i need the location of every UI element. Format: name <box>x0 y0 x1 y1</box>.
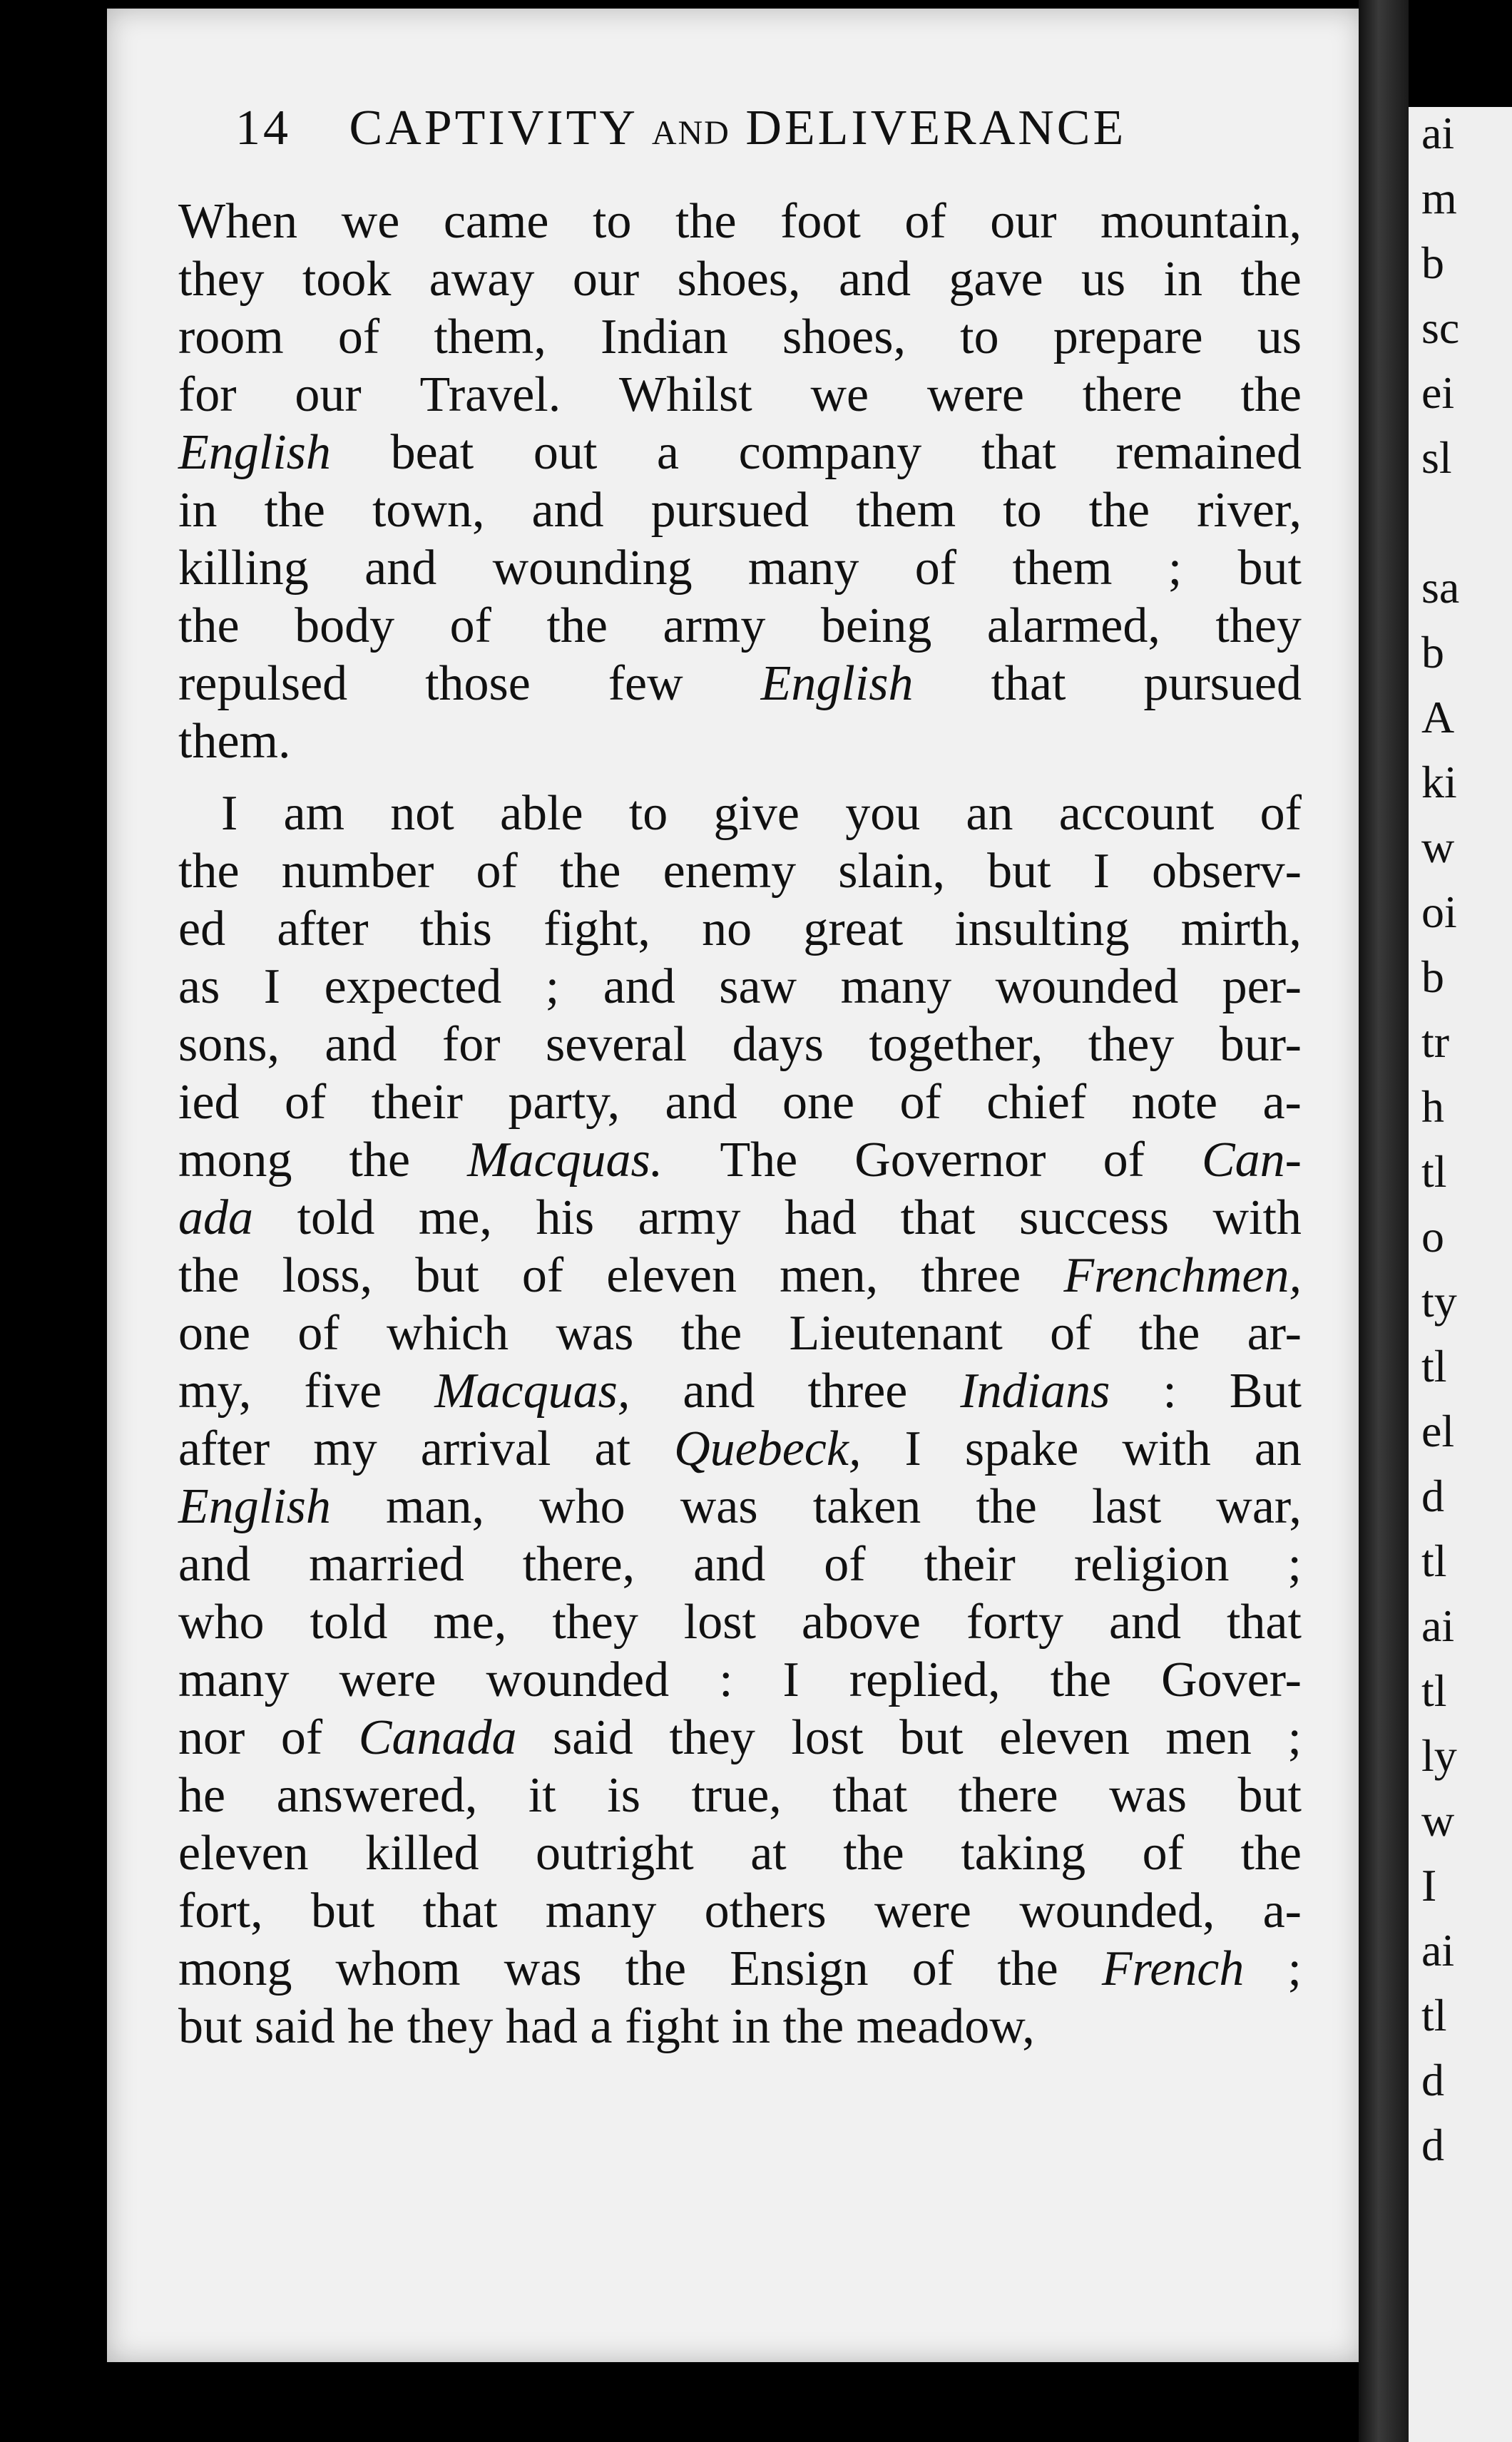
facing-page <box>1409 107 1512 2442</box>
text-line: they took away our shoes, and gave us in the <box>178 252 1302 307</box>
text-line: who told me, they lost above forty and that <box>178 1595 1302 1650</box>
text-line: the number of the enemy slain, but I observ- <box>178 844 1302 899</box>
facing-page-fragment: ei <box>1421 367 1455 418</box>
text-line: and married there, and of their religion ; <box>178 1537 1302 1592</box>
text-line: after my arrival at Quebeck, I spake with an <box>178 1421 1302 1476</box>
facing-page-fragment: tr <box>1421 1016 1450 1067</box>
text-line: as I expected ; and saw many wounded per- <box>178 959 1302 1014</box>
text-line: in the town, and pursued them to the river, <box>178 483 1302 538</box>
facing-page-fragment: el <box>1421 1406 1455 1456</box>
text-line: sons, and for several days together, they bur- <box>178 1017 1302 1072</box>
text-line: fort, but that many others were wounded, a- <box>178 1884 1302 1938</box>
text-line: many were wounded : I replied, the Gover- <box>178 1652 1302 1707</box>
text-line: ied of their party, and one of chief note a- <box>178 1075 1302 1130</box>
facing-page-fragment: sc <box>1421 302 1460 353</box>
text-line: eleven killed outright at the taking of the <box>178 1826 1302 1881</box>
text-line: room of them, Indian shoes, to prepare us <box>178 310 1302 364</box>
text-line: for our Travel. Whilst we were there the <box>178 367 1302 422</box>
text-line: but said he they had a fight in the meadow, <box>178 1999 1035 2054</box>
facing-page-fragment: ai <box>1421 1600 1455 1651</box>
facing-page-fragment: d <box>1421 2055 1444 2105</box>
body-text <box>178 193 1302 2055</box>
facing-page-fragment: b <box>1421 627 1444 678</box>
facing-page-fragment: b <box>1421 951 1444 1002</box>
text-line: nor of Canada said they lost but eleven men ; <box>178 1710 1302 1765</box>
facing-page-fragment: w <box>1421 822 1455 872</box>
facing-page-fragment: tl <box>1421 1665 1447 1716</box>
text-line: the body of the army being alarmed, they <box>178 598 1302 653</box>
page-number: 14 <box>235 101 291 155</box>
text-line: one of which was the Lieutenant of the ar- <box>178 1306 1302 1361</box>
text-line: ada told me, his army had that success with <box>178 1190 1302 1245</box>
facing-page-fragment: oi <box>1421 887 1457 937</box>
running-header <box>235 100 1126 157</box>
facing-page-fragment: tl <box>1421 1990 1447 2040</box>
facing-page-fragment: o <box>1421 1211 1444 1262</box>
facing-page-fragment: m <box>1421 173 1457 223</box>
text-line: them. <box>178 714 291 769</box>
header-title-part1: CAPTIVITY <box>349 101 637 155</box>
paragraph <box>178 193 1302 770</box>
paragraph <box>178 785 1302 2055</box>
facing-page-fragment: d <box>1421 2120 1444 2170</box>
facing-page-fragment: tl <box>1421 1146 1447 1197</box>
facing-page-fragment: tl <box>1421 1536 1447 1586</box>
text-line: the loss, but of eleven men, three Frenchmen, <box>178 1248 1302 1303</box>
text-line: I am not able to give you an account of <box>221 786 1302 841</box>
header-title-and: AND <box>651 114 730 152</box>
text-line: my, five Macquas, and three Indians : But <box>178 1364 1302 1419</box>
text-line: killing and wounding many of them ; but <box>178 541 1302 596</box>
facing-page-fragment: ly <box>1421 1730 1457 1781</box>
facing-page-fragment: ai <box>1421 108 1455 158</box>
text-line: mong the Macquas. The Governor of Can- <box>178 1133 1302 1187</box>
facing-page-fragment: sa <box>1421 562 1460 613</box>
facing-page-fragment: h <box>1421 1081 1444 1132</box>
text-line: repulsed those few English that pursued <box>178 656 1302 711</box>
facing-page-fragment: ty <box>1421 1276 1457 1327</box>
facing-page-fragment: d <box>1421 1471 1444 1521</box>
facing-page-fragment: tl <box>1421 1341 1447 1391</box>
text-line: English beat out a company that remained <box>178 425 1302 480</box>
text-line: he answered, it is true, that there was but <box>178 1768 1302 1823</box>
facing-page-fragment: w <box>1421 1795 1455 1846</box>
book-gutter <box>1359 0 1409 2442</box>
facing-page-fragment: ki <box>1421 757 1457 807</box>
text-line: When we came to the foot of our mountain, <box>178 194 1302 249</box>
facing-page-fragment: sl <box>1421 432 1452 483</box>
facing-page-fragment: b <box>1421 237 1444 288</box>
facing-page-fragment: I <box>1421 1860 1437 1911</box>
text-line: English man, who was taken the last war, <box>178 1479 1302 1534</box>
facing-page-fragment: ai <box>1421 1925 1455 1976</box>
text-line: mong whom was the Ensign of the French ; <box>178 1941 1302 1996</box>
facing-page-fragment: A <box>1421 692 1455 742</box>
header-title-part2: DELIVERANCE <box>745 101 1127 155</box>
text-line: ed after this fight, no great insulting mirth, <box>178 901 1302 956</box>
